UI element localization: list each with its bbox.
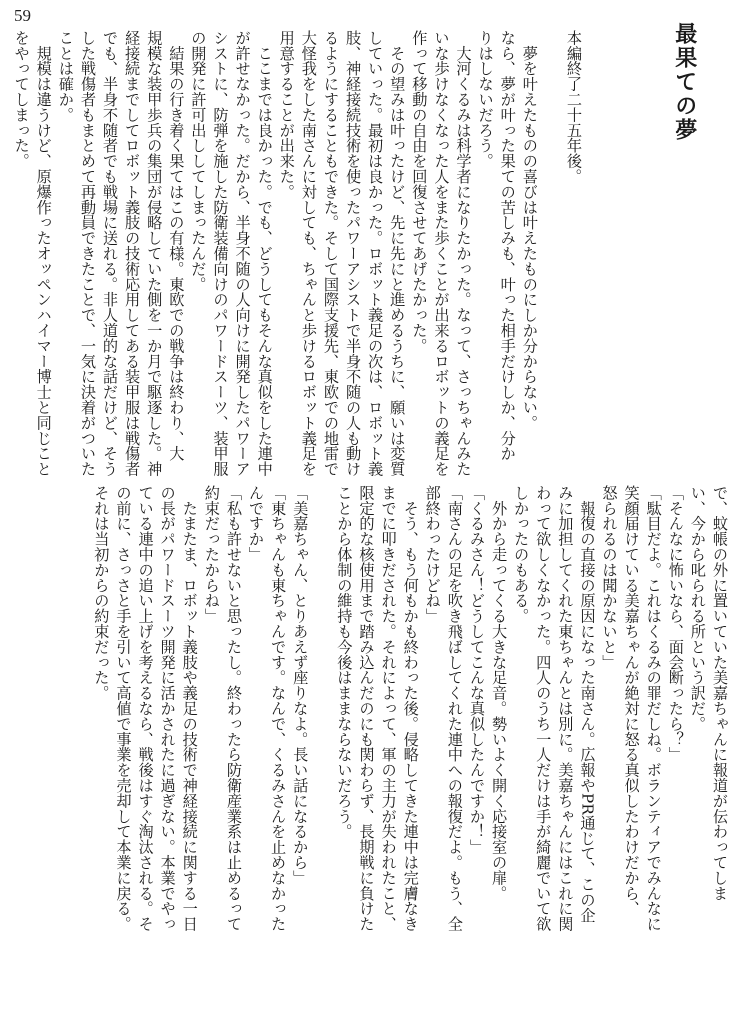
text-column: 経接続までしてロボット義肢の技術応用してある装甲服は戦傷者 bbox=[123, 30, 142, 477]
text-column: 「私も許せないと思ったし。終わったら防衛産業系は止めるって bbox=[224, 485, 243, 932]
text-column: それは当初からの約束だった。 bbox=[92, 485, 111, 701]
text-column: 約束だったからね」 bbox=[202, 485, 221, 624]
text-column: 報復の直接の原因になった南さん。広報やPR通じて、この企 bbox=[578, 485, 597, 923]
text-column: るようにすることもできた。そして国際支援先、東欧での地雷で bbox=[321, 30, 340, 477]
text-column: が許せなかった。だから、半身不随の人向けに開発したパワーア bbox=[233, 30, 252, 477]
text-column: 作って移動の自由を回復させてあげたかった。 bbox=[410, 30, 429, 354]
text-column: りはしないだろう。 bbox=[476, 30, 495, 169]
text-column: そう、もう何もかも終わった後。侵略してきた連中は完膚なき bbox=[401, 485, 420, 932]
text-column: 本編終了二十五年後。 bbox=[565, 30, 583, 184]
text-column: 「そんなに怖いなら、面会断ったら？」 bbox=[666, 485, 685, 763]
text-column: 限定的な核使用まで踏み込んだのにも関わらず、長期戦に負けた bbox=[357, 485, 376, 932]
text-column: 「美嘉ちゃん、とりあえず座りなよ。長い話になるから」 bbox=[291, 485, 310, 886]
text-column: 結果の行き着く果てはこの有様。東欧での戦争は終わり、大 bbox=[167, 30, 186, 462]
text-column: 「東ちゃんも東ちゃんです。なんで、くるみさんを止めなかった bbox=[269, 485, 288, 932]
text-column: 「南さんの足を吹き飛ばしてくれた連中への報復だよ。もう、全 bbox=[445, 485, 464, 932]
text-column: 大怪我をした南さんに対しても、ちゃんと歩けるロボット義足を bbox=[299, 30, 318, 477]
text-column: ことから体制の維持も今後はままならないだろう。 bbox=[335, 485, 354, 840]
text-column: 用意することが出来た。 bbox=[277, 30, 296, 200]
text-column: みに加担してくれた東ちゃんとは別に。美嘉ちゃんにはこれに関 bbox=[556, 485, 575, 932]
text-column: の開発に許可出ししてしまったんだ。 bbox=[189, 30, 208, 292]
text-column: 夢を叶えたものの喜びは叶えたものにしか分からない。 bbox=[520, 30, 539, 431]
text-column: 規模は違うけど、原爆作ったオッペンハイマー博士と同じこと bbox=[34, 30, 53, 477]
text-column: 怒られるのは聞かないと」 bbox=[600, 485, 619, 670]
chapter-title: 最果ての夢 bbox=[671, 22, 697, 142]
text-column: ここまでは良かった。でも、どうしてもそんな真似をした連中 bbox=[255, 30, 274, 477]
text-column bbox=[541, 30, 563, 468]
text-column: 規模な装甲歩兵の集団が侵略していた側を一か月で駆逐した。神 bbox=[145, 30, 164, 477]
text-column: で、蚊帳の外に置いていた美嘉ちゃんに報道が伝わってしま bbox=[711, 485, 729, 901]
text-column: 外から走ってくる大きな足音。勢いよく開く応接室の扉。 bbox=[490, 485, 509, 901]
text-column: わって欲しくなかった。四人のうち一人だけは手が綺麗でいて欲 bbox=[534, 485, 553, 932]
text-column: んですか」 bbox=[247, 485, 266, 562]
text-column: ことは確か。 bbox=[56, 30, 75, 123]
text-column: をやってしまった。 bbox=[12, 30, 31, 169]
text-column: でも、半身不随者でも戦場に送れる。非人道的な話だけど、そう bbox=[101, 30, 120, 477]
page-number: 59 bbox=[14, 6, 31, 25]
text-column: 部終わったけどね」 bbox=[423, 485, 442, 624]
text-column: なら、夢が叶った果ての苦しみも、叶った相手だけしか、分か bbox=[498, 30, 517, 462]
text-column: たまたま、ロボット義肢や義足の技術で神経接続に関する一日 bbox=[180, 485, 199, 932]
text-column: した戦傷者もまとめて再動員できたことで、一気に決着がついた bbox=[78, 30, 97, 477]
text-column bbox=[311, 485, 333, 1005]
text-column: ている連中の追い上げを考えるなら、戦後はすぐ淘汰される。そ bbox=[136, 485, 155, 932]
text-column: していった。最初は良かった。ロボット義足の次は、ロボット義 bbox=[366, 30, 385, 477]
text-column: 「駄目だよ。これはくるみの罪だしね。ボランティアでみんなに bbox=[644, 485, 663, 932]
text-column: シストに、防弾を施した防衛装備向けのパワードスーツ、装甲服 bbox=[211, 30, 230, 477]
lower-text-block bbox=[25, 485, 731, 1005]
text-column: までに叩きだされた。それによって、軍の主力が失われたこと、 bbox=[379, 485, 398, 932]
upper-text-block bbox=[12, 30, 585, 477]
text-column: い、今から叱られる所という訳だ。 bbox=[688, 485, 707, 732]
text-column: しかったのもある。 bbox=[512, 485, 531, 624]
text-column: 「くるみさん！どうしてこんな真似したんですか！」 bbox=[467, 485, 486, 855]
text-column: いな歩けなくなった人をまた歩くことが出来るロボットの義足を bbox=[432, 30, 451, 477]
text-column: の前に、さっさと手を引いて高値で事業を売却して本業に戻る。 bbox=[114, 485, 133, 932]
text-column: 笑顔届けている美嘉ちゃんが絶対に怒る真似したわけだから、 bbox=[622, 485, 641, 917]
text-column: 大河くるみは科学者になりたかった。なって、さっちゃんみた bbox=[454, 30, 473, 477]
text-column: の長がパワードスーツ開発に活かされたに過ぎない。本業でやっ bbox=[158, 485, 177, 932]
text-column: その望みは叶ったけど、先に先にと進めるうちに、願いは変質 bbox=[388, 30, 407, 477]
text-column: 肢、神経接続技術を使ったパワーアシストで半身不随の人も動け bbox=[344, 30, 363, 477]
